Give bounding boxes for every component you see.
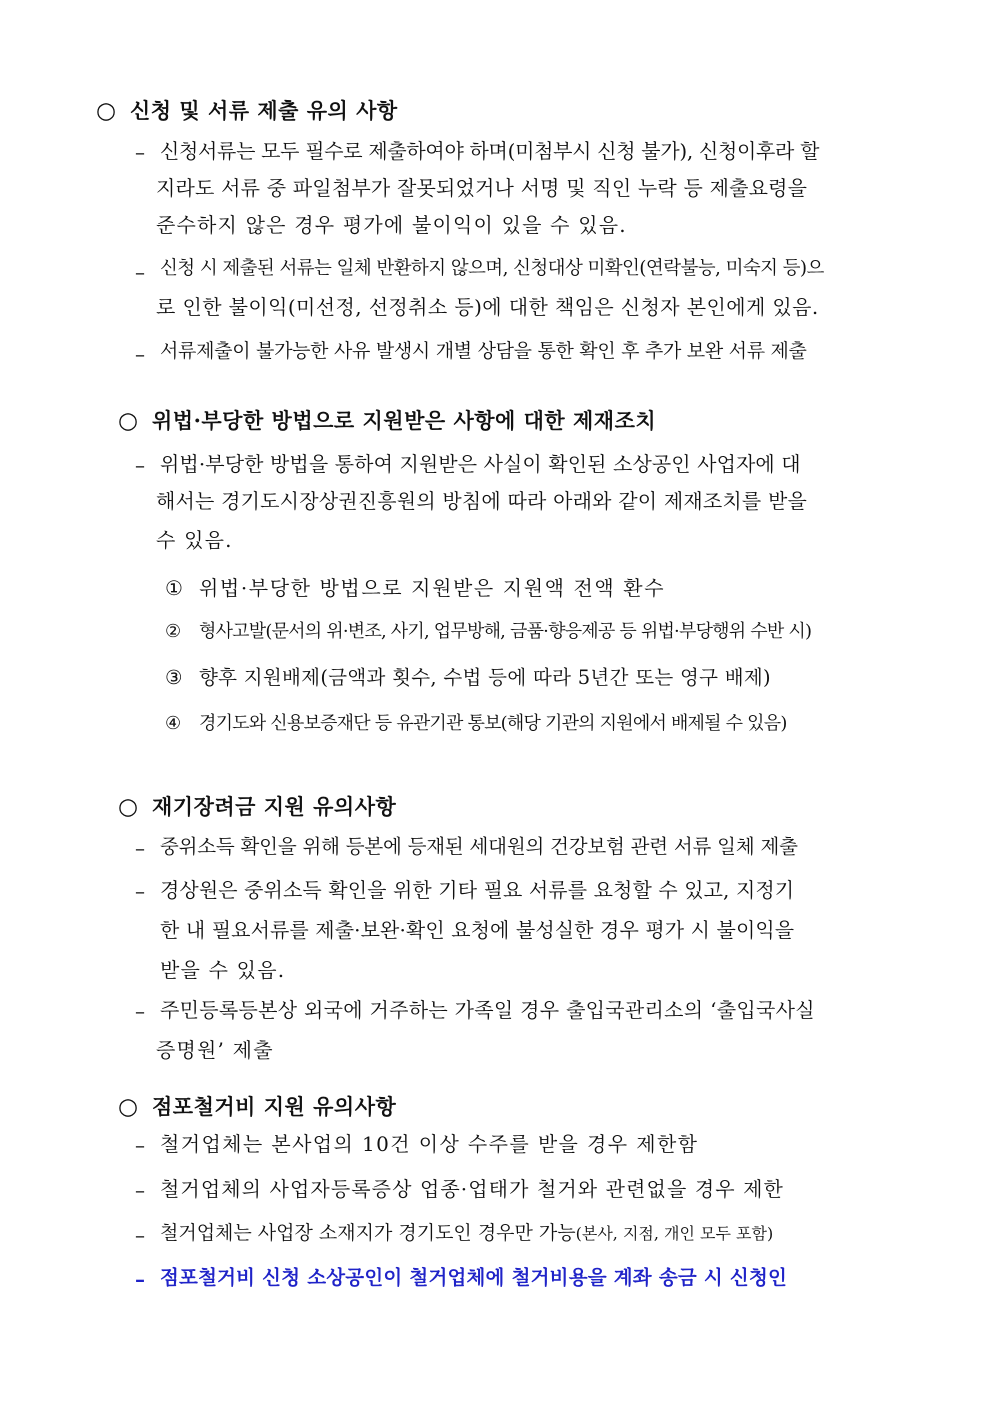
text-line: 지라도 서류 중 파일첨부가 잘못되었거나 서명 및 직인 누락 등 제출요령을 <box>156 176 808 200</box>
text-line: 준수하지 않은 경우 평가에 불이익이 있을 수 있음. <box>156 213 627 237</box>
text-line: 로 인한 불이익(미선정, 선정취소 등)에 대한 책임은 신청자 본인에게 있음. <box>156 295 819 319</box>
text-line: 한 내 필요서류를 제출·보완·확인 요청에 불성실한 경우 평가 시 불이익을 <box>160 918 795 942</box>
dash-icon: – <box>135 1267 145 1291</box>
section-title-restart-subsidy: ○ 재기장려금 지원 유의사항 <box>118 794 397 820</box>
dash-icon: – <box>135 1178 145 1202</box>
dash-icon: – <box>135 260 145 284</box>
dash-icon: – <box>135 453 145 477</box>
text-line: 신청 시 제출된 서류는 일체 반환하지 않으며, 신청대상 미확인(연락불능, 미숙지 등)으 <box>160 258 824 279</box>
highlighted-text-line: 점포철거비 신청 소상공인이 철거업체에 철거비용을 계좌 송금 시 신청인 <box>160 1266 788 1289</box>
section-title-demolition-subsidy: ○ 점포철거비 지원 유의사항 <box>118 1094 397 1120</box>
dash-icon: – <box>135 879 145 903</box>
text-line: 수 있음. <box>156 528 233 552</box>
text-line: 신청서류는 모두 필수로 제출하여야 하며(미첨부시 신청 불가), 신청이후라 할 <box>160 139 820 163</box>
text-line: 주민등록등본상 외국에 거주하는 가족일 경우 출입국관리소의 ‘출입국사실 <box>160 998 815 1022</box>
dash-icon: – <box>135 1223 145 1247</box>
numbered-item: ④ 경기도와 신용보증재단 등 유관기관 통보(해당 기관의 지원에서 배제될 수 있음) <box>165 713 787 734</box>
circle-marker-icon: ○ <box>118 408 139 434</box>
text-line: 위법·부당한 방법을 통하여 지원받은 사실이 확인된 소상공인 사업자에 대 <box>160 452 801 476</box>
text-line: 받을 수 있음. <box>160 958 286 982</box>
circled-number: ④ <box>165 713 181 734</box>
text-line: 철거업체의 사업자등록증상 업종·업태가 철거와 관련없을 경우 제한 <box>160 1177 784 1201</box>
section-title-sanctions: ○ 위법·부당한 방법으로 지원받은 사항에 대한 제재조치 <box>118 408 657 434</box>
numbered-item: ① 위법·부당한 방법으로 지원받은 지원액 전액 환수 <box>165 576 666 600</box>
text-line: 증명원’ 제출 <box>156 1038 274 1062</box>
text-line: 철거업체는 사업장 소재지가 경기도인 경우만 가능(본사, 지점, 개인 모두 포함) <box>160 1222 774 1244</box>
circle-marker-icon: ○ <box>118 794 139 820</box>
dash-icon: – <box>135 1133 145 1157</box>
text-line: 철거업체는 본사업의 10건 이상 수주를 받을 경우 제한함 <box>160 1132 699 1156</box>
text-line: 해서는 경기도시장상권진흥원의 방침에 따라 아래와 같이 제재조치를 받을 <box>156 489 808 513</box>
text-line: 중위소득 확인을 위해 등본에 등재된 세대원의 건강보험 관련 서류 일체 제출 <box>160 835 798 858</box>
dash-icon: – <box>135 342 145 366</box>
circled-number: ① <box>165 576 185 600</box>
numbered-item: ② 형사고발(문서의 위·변조, 사기, 업무방해, 금품·향응제공 등 위법·부당행위 수반 시) <box>165 621 812 642</box>
circle-marker-icon: ○ <box>118 1094 139 1120</box>
section-title-application: ○ 신청 및 서류 제출 유의 사항 <box>96 98 398 124</box>
small-note: (본사, 지점, 개인 모두 포함) <box>575 1224 774 1243</box>
circled-number: ② <box>165 621 181 642</box>
dash-icon: – <box>135 999 145 1023</box>
dash-icon: – <box>135 140 145 164</box>
text-line: 서류제출이 불가능한 사유 발생시 개별 상담을 통한 확인 후 추가 보완 서류 제출 <box>160 340 807 362</box>
text-line: 경상원은 중위소득 확인을 위한 기타 필요 서류를 요청할 수 있고, 지정기 <box>160 878 795 902</box>
circled-number: ③ <box>165 666 183 689</box>
dash-icon: – <box>135 836 145 860</box>
numbered-item: ③ 향후 지원배제(금액과 횟수, 수법 등에 따라 5년간 또는 영구 배제) <box>165 666 771 689</box>
circle-marker-icon: ○ <box>96 98 117 124</box>
